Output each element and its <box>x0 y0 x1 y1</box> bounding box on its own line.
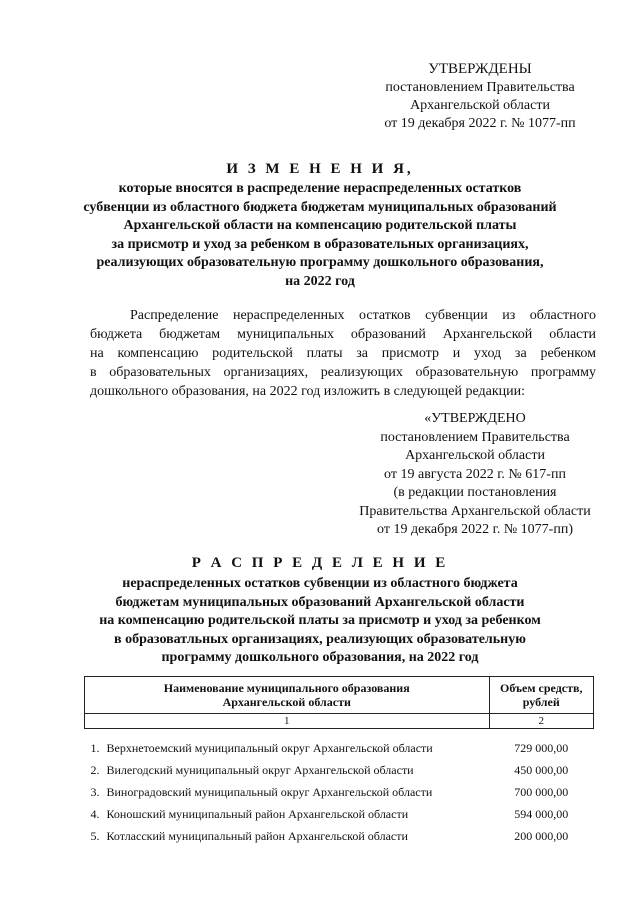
row-number: 5. <box>90 828 100 843</box>
table-body <box>85 729 594 848</box>
subtitle-line: бюджетам муниципальных образований Архангельской области <box>115 594 525 610</box>
approval-title: УТВЕРЖДЕНЫ <box>428 61 532 77</box>
approval-line: от 19 августа 2022 г. № 617-пп <box>384 466 566 482</box>
approval-line: (в редакции постановления <box>393 485 557 500</box>
distribution-table <box>84 676 594 847</box>
municipality-name: Котласский муниципальный район Архангельской области <box>106 828 408 843</box>
amount-cell: 450 000,00 <box>514 762 569 777</box>
column-header-line: Архангельской области <box>222 695 351 709</box>
row-number: 4. <box>90 806 100 821</box>
subtitle-line: программу дошкольного образования, на 2022 год <box>161 650 479 665</box>
amount-cell: 200 000,00 <box>514 828 569 843</box>
municipality-cell <box>85 781 490 803</box>
changes-subtitle <box>60 180 580 291</box>
row-number: 3. <box>90 784 100 799</box>
table-row <box>85 737 594 759</box>
paragraph-line: в образовательных организациях, реализующих образовательную программу <box>90 365 596 380</box>
municipality-cell <box>85 759 490 781</box>
subtitle-line: в образоватльных организациях, реализующих образовательную <box>114 631 526 647</box>
column-index: 2 <box>489 714 594 729</box>
distribution-title: Р А С П Р Е Д Е Л Е Н И Е <box>191 555 449 571</box>
column-header-line: Наименование муниципального образования <box>163 681 410 695</box>
municipality-name: Виноградовский муниципальный округ Архангельской области <box>106 784 433 799</box>
approval-line: Архангельской области <box>405 448 545 463</box>
table-header <box>85 677 594 729</box>
amount-cell: 729 000,00 <box>514 740 569 755</box>
approval-line: постановлением Правительства <box>380 429 570 445</box>
approval-stamp <box>360 60 600 133</box>
amount-cell: 700 000,00 <box>514 784 569 799</box>
subtitle-line: на 2022 год <box>285 273 355 289</box>
approval-line: постановлением Правительства <box>385 80 575 95</box>
subtitle-line: реализующих образовательную программу дошкольного образования, <box>96 255 544 270</box>
amount-cell: 594 000,00 <box>514 806 569 821</box>
approval-line: от 19 декабря 2022 г. № 1077-пп) <box>377 522 573 537</box>
column-header-name <box>85 677 490 714</box>
changes-title: И З М Е Н Е Н И Я, <box>226 161 414 177</box>
approval-line: Правительства Архангельской области <box>359 503 591 519</box>
table-row <box>85 803 594 825</box>
approval-line: от 19 декабря 2022 г. № 1077-пп <box>384 116 576 131</box>
approval-stamp-quoted <box>330 410 620 540</box>
paragraph-line: Распределение нераспределенных остатков субвенции из областного <box>130 308 596 323</box>
distribution-subtitle <box>60 575 580 668</box>
table-header-row <box>85 677 594 714</box>
subtitle-line: субвенции из областного бюджета бюджетам муниципальных образований <box>83 199 557 215</box>
approval-title: «УТВЕРЖДЕНО <box>424 411 526 426</box>
column-header-line: рублей <box>522 695 560 709</box>
row-number: 2. <box>90 762 100 777</box>
paragraph-line: на компенсацию родительской платы за присмотр и уход за ребенком <box>90 346 596 361</box>
subtitle-line: Архангельской области на компенсацию родительской платы <box>123 218 517 233</box>
paragraph-line: бюджета бюджетам муниципальных образований Архангельской области <box>90 327 596 342</box>
municipality-cell <box>85 803 490 825</box>
approval-line: Архангельской области <box>410 98 550 113</box>
municipality-cell <box>85 737 490 759</box>
municipality-name: Верхнетоемский муниципальный округ Архангельской области <box>106 740 433 755</box>
municipality-name: Вилегодский муниципальный округ Архангельской области <box>106 762 414 777</box>
subtitle-line: на компенсацию родительской платы за присмотр и уход за ребенком <box>99 613 541 628</box>
column-header-line: Объем средств, <box>500 681 583 695</box>
row-number: 1. <box>90 740 100 755</box>
municipality-cell <box>85 825 490 847</box>
body-paragraph <box>90 306 596 401</box>
table-row <box>85 781 594 803</box>
column-index-row <box>85 714 594 729</box>
subtitle-line: за присмотр и уход за ребенком в образовательных организациях, <box>111 236 529 252</box>
table-row <box>85 759 594 781</box>
table-spacer <box>85 729 594 738</box>
table-row <box>85 825 594 847</box>
subtitle-line: которые вносятся в распределение нераспределенных остатков <box>118 181 522 196</box>
column-header-amount <box>489 677 594 714</box>
column-index: 1 <box>85 714 490 729</box>
municipality-name: Коношский муниципальный район Архангельской области <box>106 806 409 821</box>
subtitle-line: нераспределенных остатков субвенции из областного бюджета <box>122 576 518 591</box>
paragraph-line: дошкольного образования, на 2022 год изложить в следующей редакции: <box>90 384 526 399</box>
